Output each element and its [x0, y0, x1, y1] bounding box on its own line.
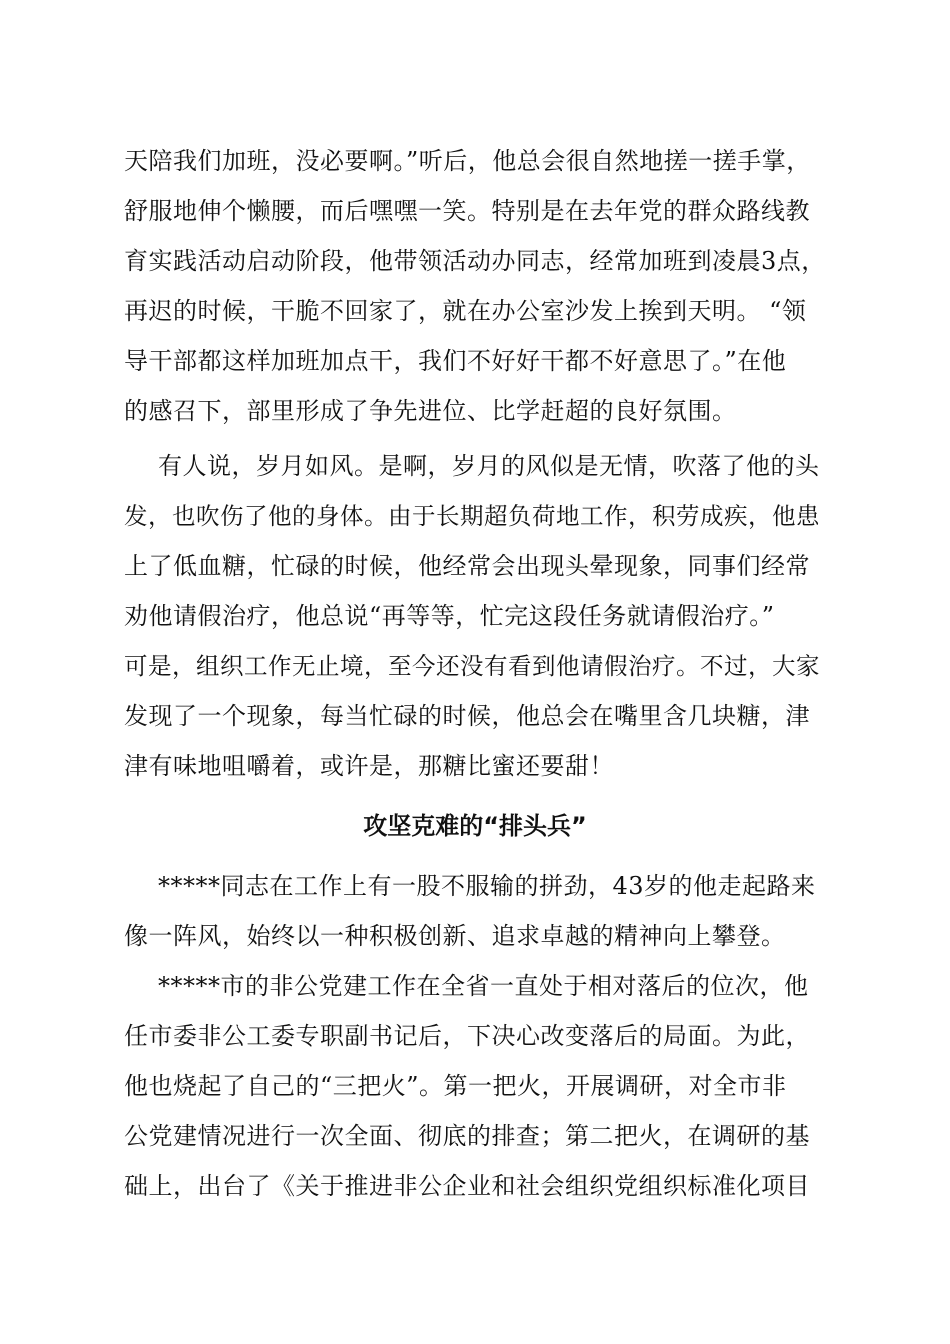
- text-line: 上了低血糖，忙碌的时候，他经常会出现头晕现象，同事们经常: [124, 552, 810, 580]
- text-line: 舒服地伸个懒腰，而后嘿嘿一笑。特别是在去年党的群众路线教: [124, 197, 810, 225]
- text-line: 发，也吹伤了他的身体。由于长期超负荷地工作，积劳成疾，他患: [124, 502, 820, 530]
- text-line: 础上，出台了《关于推进非公企业和社会组织党组织标准化项目: [124, 1172, 810, 1200]
- text-line: 育实践活动启动阶段，他带领活动办同志，经常加班到凌晨3点，: [124, 247, 826, 275]
- text-line: 像一阵风，始终以一种积极创新、追求卓越的精神向上攀登。: [124, 922, 786, 950]
- text-line: 发现了一个现象，每当忙碌的时候，他总会在嘴里含几块糖，津: [124, 702, 810, 730]
- text-line: 津有味地咀嚼着，或许是，那糖比蜜还要甜！: [124, 752, 614, 780]
- text-line: 再迟的时候，干脆不回家了，就在办公室沙发上挨到天明。 “领: [124, 297, 807, 325]
- text-line: 他也烧起了自己的“三把火”。第一把火，开展调研，对全市非: [124, 1072, 787, 1100]
- paragraph-first-line: *****同志在工作上有一股不服输的拼劲，43岁的他走起路来: [158, 872, 816, 900]
- section-heading: 攻坚克难的“排头兵”: [363, 812, 587, 840]
- paragraph-first-line: 有人说，岁月如风。是啊，岁月的风似是无情，吹落了他的头: [158, 452, 820, 480]
- paragraph-first-line: *****市的非公党建工作在全省一直处于相对落后的位次，他: [158, 972, 809, 1000]
- text-line: 公党建情况进行一次全面、彻底的排查；第二把火，在调研的基: [124, 1122, 810, 1150]
- text-line: 天陪我们加班，没必要啊。”听后，他总会很自然地搓一搓手掌，: [124, 147, 811, 175]
- text-line: 劝他请假治疗，他总说“再等等，忙完这段任务就请假治疗。”: [124, 602, 775, 630]
- text-line: 可是，组织工作无止境，至今还没有看到他请假治疗。不过，大家: [124, 652, 820, 680]
- text-line: 的感召下，部里形成了争先进位、比学赶超的良好氛围。: [124, 397, 737, 425]
- text-line: 任市委非公工委专职副书记后，下决心改变落后的局面。为此，: [124, 1022, 810, 1050]
- text-line: 导干部都这样加班加点干，我们不好好干都不好意思了。”在他: [124, 347, 787, 375]
